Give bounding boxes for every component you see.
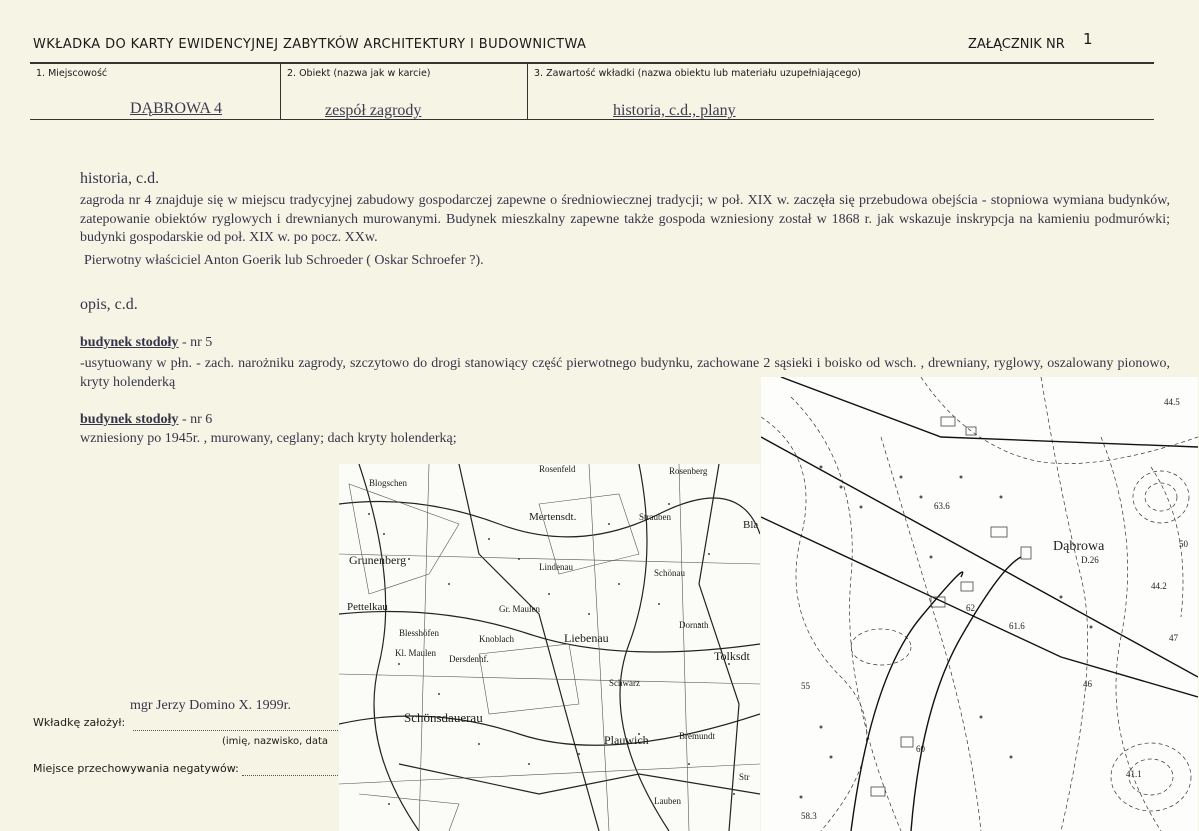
history-paragraph: zagroda nr 4 znajduje się w miejscu tradycyjnej zabudowy gospodarczej zapewne o średniowiecznej tradycji; w poł. XIX w. zaczęła się przebudowa obejścia - stopniowa wymiana budynków, zatepowanie obiektów ryglowych i drewnianych murowanymi. Budynek mieszkalny zapewne także gospoda wzniesiony został w 1868 r. jak wskazuje inskrypcja na kamieniu podmurówki; budynki gospodarskie od poł. XIX w. po pocz. XXw. xyxy=(80,193,1170,245)
map-label: Gr. Maulen xyxy=(499,604,540,614)
map-label: Kl. Maulen xyxy=(395,648,436,658)
map-height-label: 50 xyxy=(1179,539,1188,549)
map-height-label: 63.6 xyxy=(934,501,950,511)
author-signature: mgr Jerzy Domino X. 1999r. xyxy=(130,698,291,713)
map-label: Schönsdauerau xyxy=(404,710,483,725)
field-label-content: 3. Zawartość wkładki (nazwa obiektu lub materiału uzupełniającego) xyxy=(534,68,861,79)
map-height-label: 55 xyxy=(801,681,810,691)
contour-map xyxy=(761,377,1198,831)
barn-5-title: budynek stodoły xyxy=(80,335,179,350)
map-label: Lauben xyxy=(654,796,681,806)
map-height-label: D.26 xyxy=(1081,555,1099,565)
map-label: Blesshöfen xyxy=(399,628,439,638)
map-height-label: 41.1 xyxy=(1126,769,1142,779)
map-label: Tolksdt xyxy=(714,649,750,663)
historical-map-drawing xyxy=(339,464,760,831)
attachment-label: ZAŁĄCZNIK NR xyxy=(968,37,1065,52)
map-label: Knoblach xyxy=(479,634,514,644)
map-height-label: 60 xyxy=(916,744,925,754)
barn-6-text: wzniesiony po 1945r. , murowany, ceglany; dach kryty holenderką; xyxy=(80,431,457,446)
map-label: Pettelkau xyxy=(347,601,388,613)
author-label: Wkładkę założył: xyxy=(33,716,126,729)
author-hint: (imię, nazwisko, data xyxy=(222,736,329,747)
header-rule xyxy=(30,62,1154,64)
historical-map xyxy=(339,464,760,831)
attachment-number: 1 xyxy=(1083,30,1093,48)
field-divider-2 xyxy=(527,63,528,119)
map-label: Lindenau xyxy=(539,562,573,572)
map-label: Schönau xyxy=(654,568,685,578)
negatives-line xyxy=(242,775,338,776)
map-label: Dersdenhf. xyxy=(449,654,489,664)
map-height-label: 44.5 xyxy=(1164,397,1180,407)
map-height-label: 46 xyxy=(1083,679,1092,689)
map-label: Bla xyxy=(743,519,759,531)
map-height-label: 47 xyxy=(1169,633,1178,643)
map-place-name: Dąbrowa xyxy=(1053,539,1105,554)
map-height-label: 61.6 xyxy=(1009,621,1025,631)
map-label: Str xyxy=(739,772,750,782)
map-label: Dornath xyxy=(679,620,709,630)
map-label: Liebenau xyxy=(564,631,609,645)
map-height-label: 58.3 xyxy=(801,811,817,821)
barn-6-title: budynek stodoły xyxy=(80,412,179,427)
map-label: Bremundt xyxy=(679,731,715,741)
map-label: Plauwich xyxy=(604,733,649,747)
field-value-locality: DĄBROWA 4 xyxy=(130,100,223,117)
history-title: historia, c.d. xyxy=(80,170,160,187)
author-line xyxy=(133,730,338,731)
description-title: opis, c.d. xyxy=(80,296,138,313)
form-title: WKŁADKA DO KARTY EWIDENCYJNEJ ZABYTKÓW ARCHITEKTURY I BUDOWNICTWA xyxy=(33,37,587,52)
map-label: Mertensdt. xyxy=(529,511,577,523)
map-height-label: 44.2 xyxy=(1151,581,1167,591)
history-owner: Pierwotny właściciel Anton Goerik lub Schroeder ( Oskar Schroefer ?). xyxy=(84,253,484,268)
field-label-object: 2. Obiekt (nazwa jak w karcie) xyxy=(287,68,431,79)
barn-6-number: - nr 6 xyxy=(178,412,213,427)
map-label: Grunenberg xyxy=(349,553,407,567)
field-value-object: zespół zagrody xyxy=(325,102,422,119)
field-divider-1 xyxy=(280,63,281,119)
barn-5-number: - nr 5 xyxy=(178,335,213,350)
contour-map-drawing xyxy=(761,377,1198,831)
map-label: Rosenberg xyxy=(669,466,708,476)
fields-rule xyxy=(30,119,1154,120)
negatives-label: Miejsce przechowywania negatywów: xyxy=(33,762,239,775)
map-label: Blogschen xyxy=(369,478,407,488)
map-height-label: 62 xyxy=(966,603,975,613)
map-label: Strauben xyxy=(639,512,671,522)
barn-5-text: -usytuowany w płn. - zach. narożniku zagrody, szczytowo do drogi stanowiący część pierwotnego budynku, zachowane 2 sąsieki i boisko od wsch. , drewniany, ryglowy, oszalowany pionowo, kryty holenderką xyxy=(80,356,1170,390)
map-label: Rosenfeld xyxy=(539,464,576,474)
map-label: Schwarz xyxy=(609,678,640,688)
field-label-locality: 1. Miejscowość xyxy=(36,68,108,79)
barn-5-heading xyxy=(80,334,1170,353)
field-value-content: historia, c.d., plany xyxy=(613,102,736,119)
